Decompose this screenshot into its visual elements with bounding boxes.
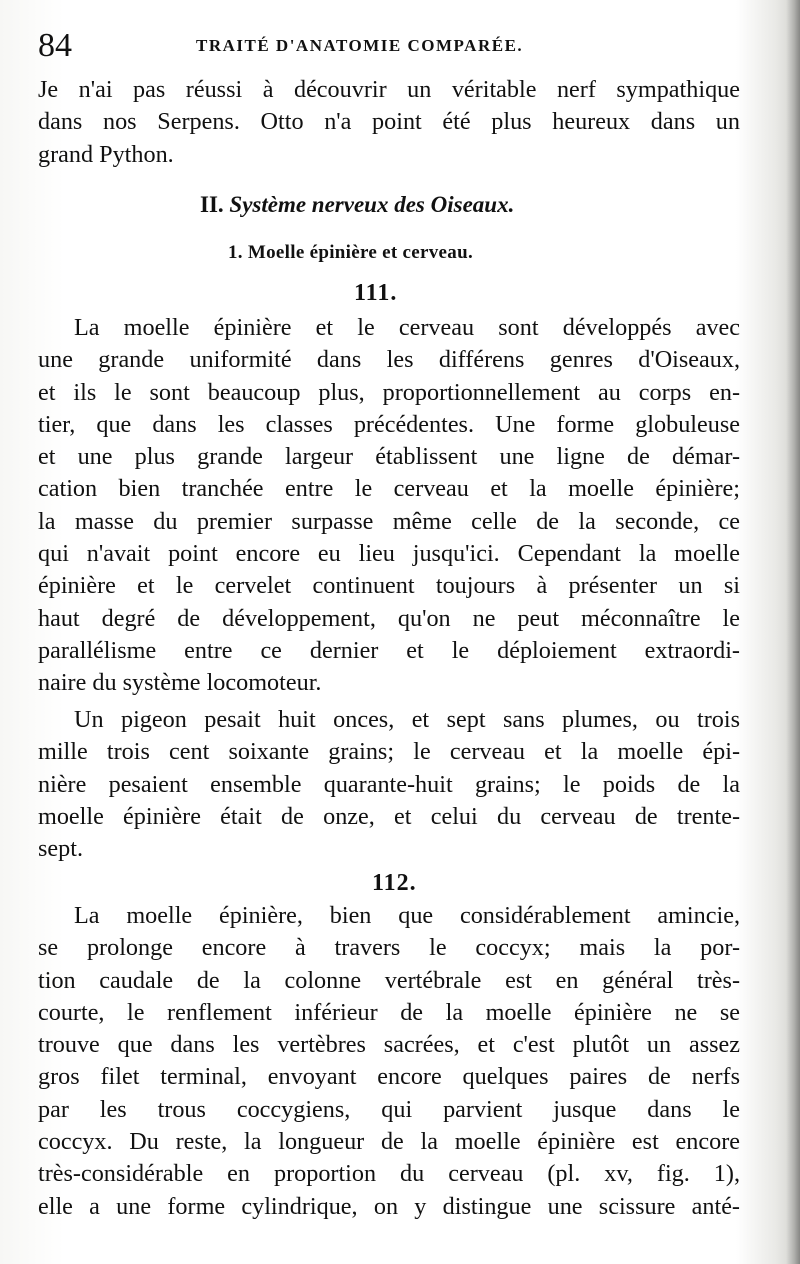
paragraph-number-112: 112. [372, 870, 417, 896]
text-line: cation bien tranchée entre le cerveau et la moelle épinière; [38, 475, 740, 503]
text-line: épinière et le cervelet continuent toujours à présenter un si [38, 572, 740, 600]
text-line: moelle épinière était de onze, et celui du cerveau de trente- [38, 802, 740, 830]
text-line: une grande uniformité dans les différens genres d'Oiseaux, [38, 346, 740, 374]
page-edge-shadow [786, 0, 800, 1264]
text-line: tier, que dans les classes précédentes. Une forme globuleuse [38, 410, 740, 438]
text-line: Je n'ai pas réussi à découvrir un véritable nerf sympathique [38, 76, 740, 103]
page-header [38, 26, 738, 66]
text-line: Un pigeon pesait huit onces, et sept sans plumes, ou trois [74, 706, 740, 733]
text-line: gros filet terminal, envoyant encore quelques paires de nerfs [38, 1063, 740, 1091]
running-title: TRAITÉ D'ANATOMIE COMPARÉE. [196, 36, 524, 55]
text-line: qui n'avait point encore eu lieu jusqu'ici. Cependant la moelle [38, 540, 740, 568]
text-line: dans nos Serpens. Otto n'a point été plus heureux dans un [38, 108, 740, 136]
text-line: mille trois cent soixante grains; le cerveau et la moelle épi- [38, 738, 740, 766]
section-heading [200, 192, 514, 218]
text-line: trouve que dans les vertèbres sacrées, et c'est plutôt un assez [38, 1031, 740, 1059]
subheading: 1. Moelle épinière et cerveau. [228, 242, 473, 263]
paragraph-111 [38, 312, 740, 700]
text-line: par les trous coccygiens, qui parvient jusque dans le [38, 1095, 740, 1123]
intro-paragraph [38, 74, 740, 171]
text-line: nière pesaient ensemble quarante-huit grains; le poids de la [38, 770, 740, 798]
text-line: la masse du premier surpasse même celle de la seconde, ce [38, 507, 740, 535]
paragraph-111-continued [38, 704, 740, 865]
section-number: II. [200, 192, 224, 217]
text-line: et ils le sont beaucoup plus, proportionnellement au corps en- [38, 378, 740, 406]
text-line: tion caudale de la colonne vertébrale est en général très- [38, 966, 740, 994]
text-line: naire du système locomoteur. [38, 669, 322, 697]
section-title: Système nerveux des Oiseaux. [229, 192, 515, 217]
text-line: La moelle épinière et le cerveau sont développés avec [74, 314, 740, 341]
text-line: et une plus grande largeur établissent une ligne de démar- [38, 443, 740, 471]
text-line: La moelle épinière, bien que considérablement amincie, [74, 902, 740, 929]
text-line: sept. [38, 835, 84, 863]
text-line: parallélisme entre ce dernier et le déploiement extraordi- [38, 636, 740, 664]
paragraph-112 [38, 900, 740, 1223]
text-line: courte, le renflement inférieur de la moelle épinière ne se [38, 998, 740, 1026]
text-line: elle a une forme cylindrique, on y distingue une scissure anté- [38, 1192, 740, 1220]
text-line: haut degré de développement, qu'on ne peut méconnaître le [38, 604, 740, 632]
text-line: grand Python. [38, 140, 174, 168]
page-number: 84 [38, 27, 72, 64]
text-line: coccyx. Du reste, la longueur de la moelle épinière est encore [38, 1128, 740, 1156]
text-line: se prolonge encore à travers le coccyx; mais la por- [38, 934, 740, 962]
text-line: très-considérable en proportion du cerveau (pl. xv, fig. 1), [38, 1160, 740, 1188]
paragraph-number-111: 111. [354, 280, 398, 306]
